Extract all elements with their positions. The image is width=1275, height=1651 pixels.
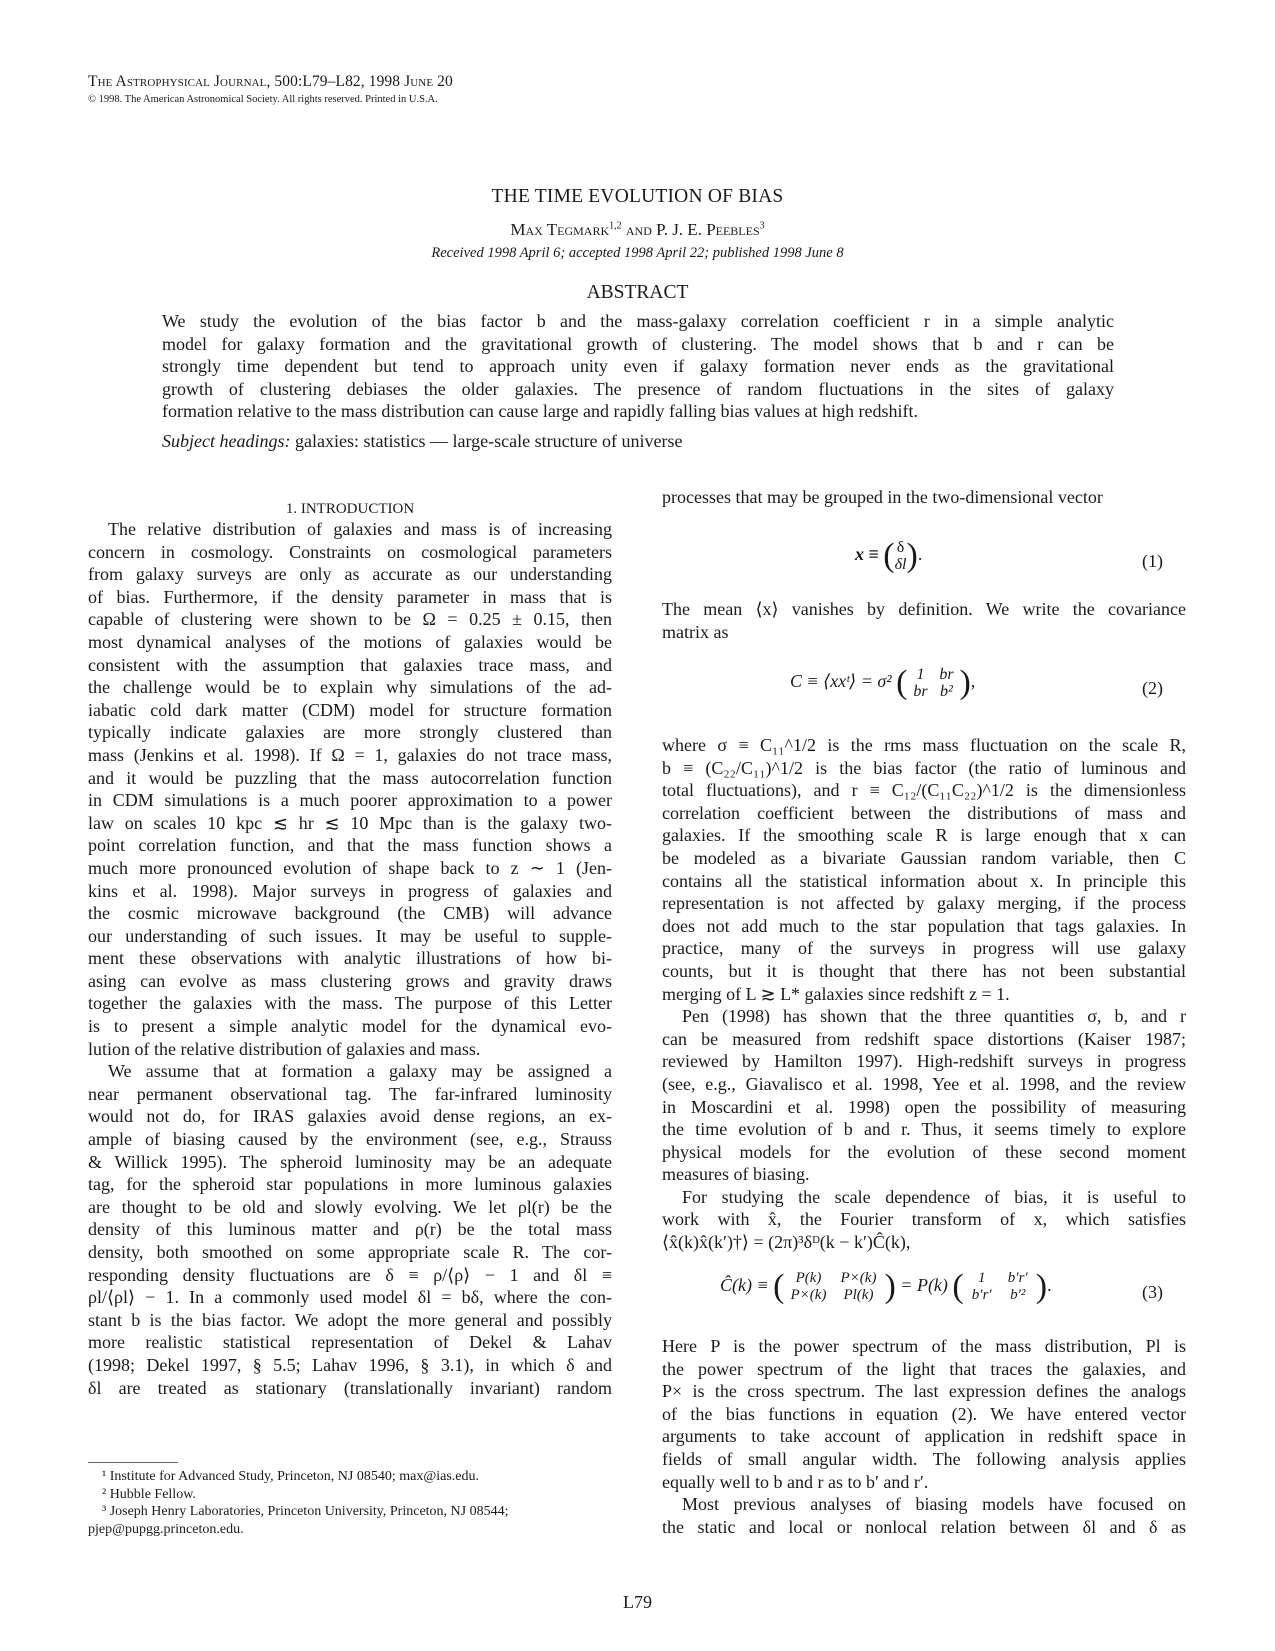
text-line: can be measured from redshift space distortions (Kaiser 1987; — [662, 1028, 1186, 1049]
text-line: ample of biasing caused by the environment (see, e.g., Strauss — [88, 1129, 612, 1150]
text-line: measures of biasing. — [662, 1164, 810, 1185]
paren-left: ( — [952, 1268, 964, 1305]
equation-number-1: (1) — [1142, 551, 1163, 571]
paragraph-where — [662, 734, 1186, 1254]
section-heading-introduction: 1. INTRODUCTION — [285, 501, 415, 517]
equation-3 — [720, 1268, 1052, 1306]
text-line: Pen (1998) has shown that the three quantities σ, b, and r — [682, 1006, 1186, 1027]
text-line: practice, many of the surveys in progress will use galaxy — [662, 938, 1186, 959]
abstract-line: We study the evolution of the bias factor b and the mass-galaxy correlation coefficient r in a simple analytic — [162, 311, 1114, 331]
matrix-cell: b′² — [1010, 1287, 1026, 1303]
text-line: (1998; Dekel 1997, § 5.5; Lahav 1996, § 3.1), in which δ and — [88, 1354, 612, 1375]
subject-headings: Subject headings: galaxies: statistics — large-scale structure of universe — [162, 431, 683, 451]
text-line: tag, for the spheroid star populations in more luminous galaxies — [88, 1174, 612, 1195]
matrix-cell: P×(k) — [840, 1270, 877, 1286]
text-line: of bias. Furthermore, if the density parameter in mass that is — [88, 586, 612, 607]
text-line: in CDM simulations is a much poorer approximation to a power — [88, 790, 612, 811]
text-line: in Moscardini et al. 1998) open the possibility of measuring — [662, 1096, 1186, 1117]
footnotes — [88, 1468, 612, 1538]
matrix-cell: P(k) — [795, 1270, 822, 1286]
author-line: Max Tegmark$^{1,2}$ and P. J. E. Peebles$^3$ — [510, 220, 765, 239]
paren-right: ) — [906, 537, 918, 574]
equation-number-2: (2) — [1142, 678, 1163, 698]
text-line: contains all the statistical information about x. In principle this — [662, 870, 1186, 891]
paren-left: ( — [883, 537, 895, 574]
text-line: reviewed by Hamilton 1997). High-redshift surveys in progress — [662, 1051, 1186, 1072]
text-line: responding density fluctuations are δ ≡ ρ/⟨ρ⟩ − 1 and δl ≡ — [88, 1264, 612, 1285]
text-line: where σ ≡ C₁₁^1/2 is the rms mass fluctuation on the scale R, — [662, 735, 1186, 755]
matrix-cell: b² — [940, 683, 953, 700]
text-line: matrix as — [662, 621, 729, 642]
text-line: iabatic cold dark matter (CDM) model for structure formation — [88, 699, 612, 720]
text-line: does not add much to the star population that tags galaxies. In — [662, 915, 1186, 936]
text-line: mass (Jenkins et al. 1998). If Ω = 1, galaxies do not trace mass, — [88, 744, 612, 765]
text-line: b ≡ (C₂₂/C₁₁)^1/2 is the bias factor (the ratio of luminous and — [662, 757, 1186, 778]
abstract-line: strongly time dependent but tend to approach unity even if galaxy formation never ends as the gravitational — [162, 356, 1114, 377]
matrix-cell: P×(k) — [790, 1287, 827, 1303]
journal-header: The Astrophysical Journal, 500:L79–L82, 1998 June 20 — [88, 73, 453, 90]
matrix-cell: 1 — [978, 1270, 986, 1286]
footnote: ² Hubble Fellow. — [102, 1486, 196, 1502]
text-line: would not do, for IRAS galaxies avoid dense regions, an ex- — [88, 1106, 612, 1127]
text-line: of the bias functions in equation (2). We have entered vector — [662, 1403, 1186, 1424]
right-intro-line — [662, 486, 1186, 509]
page-number: L79 — [623, 1592, 652, 1612]
paren-left: ( — [896, 664, 908, 701]
text-line: the static and local or nonlocal relation between δl and δ as — [662, 1516, 1186, 1537]
matrix-cell: b′r′ — [1007, 1270, 1028, 1286]
matrix-entries — [907, 666, 959, 700]
text-line: kins et al. 1998). Major surveys in progress of galaxies and — [88, 880, 612, 901]
text-line: together the galaxies with the mass. The purpose of this Letter — [88, 993, 612, 1014]
text-line: the cosmic microwave background (the CMB) will advance — [88, 903, 612, 924]
text-line: ρl/⟨ρl⟩ − 1. In a commonly used model δl = bδ, where the con- — [88, 1287, 612, 1308]
text-line: are thought to be old and slowly evolving. We let ρl(r) be the — [88, 1196, 612, 1217]
text-line: correlation coefficient between the distributions of mass and — [662, 802, 1186, 823]
text-line: concern in cosmology. Constraints on cosmological parameters — [88, 541, 612, 562]
text-line: law on scales 10 kpc ≲ hr ≲ 10 Mpc than is the galaxy two- — [88, 812, 612, 833]
text-line: & Willick 1995). The spheroid luminosity may be an adequate — [88, 1151, 612, 1172]
equation-2 — [790, 664, 975, 702]
abstract-line: model for galaxy formation and the gravitational growth of clustering. The model shows that b and r can be — [162, 333, 1114, 354]
text-line: point correlation function, and that the mass function shows a — [88, 835, 612, 856]
text-line: The relative distribution of galaxies and mass is of increasing — [108, 519, 612, 539]
paren-right: ) — [884, 1268, 896, 1305]
text-line: ment these observations with analytic illustrations of how bi- — [88, 948, 612, 969]
abstract-heading: ABSTRACT — [586, 282, 689, 303]
text-line: the challenge would be to explain why simulations of the ad- — [88, 677, 612, 698]
text-line: fields of small angular width. The following analysis applies — [662, 1448, 1186, 1469]
text-line: merging of L ≳ L* galaxies since redshift z = 1. — [662, 983, 1010, 1004]
matrix-cell: Pl(k) — [843, 1287, 874, 1303]
text-line: P× is the cross spectrum. The last expression defines the analogs — [662, 1381, 1186, 1402]
text-line: counts, but it is thought that there has not been substantial — [662, 960, 1186, 981]
vector-top: δ — [896, 539, 905, 556]
text-line: stant b is the bias factor. We adopt the more general and possibly — [88, 1309, 612, 1330]
copyright-line: © 1998. The American Astronomical Society. All rights reserved. Printed in U.S.A. — [88, 94, 438, 105]
footnote: ¹ Institute for Advanced Study, Princeton, NJ 08540; max@ias.edu. — [102, 1469, 480, 1484]
text-line: arguments to take account of application in redshift space in — [662, 1426, 1186, 1447]
text-line: most dynamical analyses of the motions of galaxies would be — [88, 631, 612, 652]
text-line: from galaxy surveys are only as accurate as our understanding — [88, 564, 612, 585]
footnote: pjep@pupgg.princeton.edu. — [88, 1521, 244, 1537]
footnote: ³ Joseph Henry Laboratories, Princeton University, Princeton, NJ 08544; — [102, 1504, 509, 1519]
text-line: and it would be puzzling that the mass autocorrelation function — [88, 767, 612, 788]
text-line: We assume that at formation a galaxy may be assigned a — [108, 1061, 612, 1082]
text-line: density of this luminous matter and ρ(r) be the total mass — [88, 1219, 612, 1240]
text-line: our understanding of such issues. It may be useful to supple- — [88, 925, 612, 946]
equation-mid: = P(k) — [900, 1275, 948, 1296]
text-line: δl are treated as stationary (translationally invariant) random — [88, 1377, 612, 1398]
abstract-body — [162, 310, 1114, 423]
matrix-cell: 1 — [916, 666, 925, 683]
text-line: The mean ⟨x⟩ vanishes by definition. We write the covariance — [662, 599, 1186, 619]
vector-bottom: δl — [894, 556, 907, 573]
text-line: Here P is the power spectrum of the mass distribution, Pl is — [662, 1336, 1186, 1356]
text-line: asing can evolve as mass clustering grows and gravity draws — [88, 970, 612, 991]
text-line: representation is not affected by galaxy merging, if the process — [662, 893, 1186, 914]
paren-right: ) — [959, 664, 971, 701]
matrix-cell: br — [913, 683, 928, 700]
text-line: ⟨x̂(k)x̂(k′)†⟩ = (2π)³δᴰ(k − k′)Ĉ(k), — [662, 1232, 911, 1253]
text-line: near permanent observational tag. The far-infrared luminosity — [88, 1083, 612, 1104]
text-line: lution of the relative distribution of galaxies and mass. — [88, 1038, 481, 1059]
text-line: the power spectrum of the light that traces the galaxies, and — [662, 1358, 1186, 1379]
article-title: THE TIME EVOLUTION OF BIAS — [491, 186, 784, 207]
text-line: is to present a simple analytic model for the dynamical evo- — [88, 1016, 612, 1037]
text-line: more realistic statistical representation of Dekel & Lahav — [88, 1332, 612, 1353]
text-line: be modeled as a bivariate Gaussian random variable, then C — [662, 847, 1186, 868]
intro-paragraph-1 — [88, 518, 612, 1399]
matrix-cell: b′r′ — [971, 1287, 992, 1303]
text-line: galaxies. If the smoothing scale R is large enough that x can — [662, 825, 1186, 846]
text-line: processes that may be grouped in the two-dimensional vector — [662, 487, 1103, 507]
footnote-rule — [88, 1462, 178, 1463]
matrix-cell: br — [939, 666, 954, 683]
text-line: consistent with the assumption that galaxies trace mass, and — [88, 654, 612, 675]
paren-left: ( — [773, 1268, 785, 1305]
paragraph-mean — [662, 598, 1186, 643]
matrix-entries — [784, 1270, 884, 1304]
abstract-line: growth of clustering debiases the older galaxies. The presence of random fluctuations in the sites of galaxy — [162, 378, 1114, 399]
equation-lhs: C ≡ ⟨xxᵗ⟩ = σ² — [790, 671, 892, 692]
abstract-line: formation relative to the mass distribution can cause large and rapidly falling bias values at high redshift. — [162, 401, 918, 422]
text-line: Most previous analyses of biasing models have focused on — [682, 1494, 1186, 1515]
text-line: total fluctuations), and r ≡ C₁₂/(C₁₁C₂₂)^1/2 is the dimensionless — [662, 780, 1186, 801]
equation-number-3: (3) — [1142, 1282, 1163, 1302]
text-line: For studying the scale dependence of bias, it is useful to — [682, 1186, 1186, 1207]
text-line: capable of clustering were shown to be Ω = 0.25 ± 0.15, then — [88, 609, 612, 630]
text-line: equally well to b and r as to b′ and r′. — [662, 1471, 929, 1492]
equation-lhs: x ≡ — [855, 544, 879, 565]
equation-tail: , — [970, 671, 976, 692]
text-line: work with x̂, the Fourier transform of x, which satisfies — [662, 1209, 1186, 1230]
matrix-entries — [964, 1270, 1036, 1304]
text-line: typically indicate galaxies are more strongly clustered than — [88, 722, 612, 743]
vector-entries — [895, 539, 907, 573]
publication-dates: Received 1998 April 6; accepted 1998 April 22; published 1998 June 8 — [431, 245, 844, 261]
text-line: physical models for the evolution of these second moment — [662, 1141, 1186, 1162]
text-line: density, both smoothed on some appropriate scale R. The cor- — [88, 1242, 612, 1262]
paragraph-here — [662, 1335, 1186, 1538]
equation-tail: . — [917, 544, 923, 565]
text-line: the time evolution of b and r. Thus, it seems timely to explore — [662, 1119, 1186, 1140]
equation-tail: . — [1047, 1275, 1052, 1296]
text-line: (see, e.g., Giavalisco et al. 1998, Yee et al. 1998, and the review — [662, 1073, 1186, 1094]
paren-right: ) — [1035, 1268, 1048, 1305]
equation-1 — [855, 537, 922, 575]
text-line: much more pronounced evolution of shape back to z ∼ 1 (Jen- — [88, 857, 612, 878]
equation-lhs: Ĉ(k) ≡ — [720, 1275, 769, 1296]
